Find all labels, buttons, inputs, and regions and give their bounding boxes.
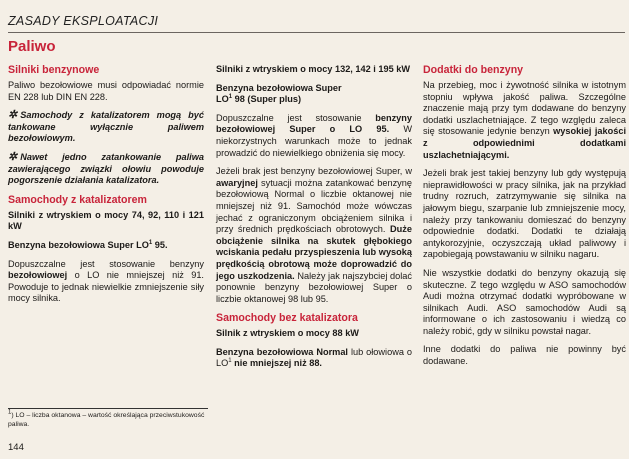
page-number: 144: [8, 442, 24, 453]
column-right: [423, 64, 626, 375]
heading-additives: Dodatki do benzyny: [423, 64, 524, 76]
paragraph-effective: Nie wszystkie dodatki do benzyny okazują się skuteczne. Z tego względu w ASO samochodów Audi można otrzymać dodatki wypróbowane w silnikach Audi. ASO samochodów Audi są informowane o ich zastosowaniu i wiedzą co należy robić, gdy w silniku powstał nagar.: [423, 267, 626, 336]
footnote: $^1$) LO – liczba oktanowa – wartość określająca przeciwstukowość paliwa.: [8, 408, 208, 429]
fuel-spec: Benzyna bezołowiowa Super $LO^1$ 95.: [8, 239, 168, 250]
paragraph-emergency: Jeżeli brak jest benzyny bezołowiowej Super, w awaryjnej sytuacji można zatankować benzynę bezołowiową Normal o liczbie oktanowej nie mniejszej niż 91. Samochód może wówczas jechać z ograniczonym obciążeniem silnika i przy średnich prędkościach obrotowych. Duże obciążenie silnika na skutek głębokiego wciskania pedału przyspieszenia lub wysoką prędkością obrotową może doprowadzić do jego uszkodzenia. Należy jak najszybciej dolać ponownie benzyny bezołowiowej Super o liczbie oktanowej 98 lub 95.: [216, 166, 412, 304]
engine-spec-2: Silniki z wtryskiem o mocy 132, 142 i 195 kW: [216, 64, 411, 74]
engine-spec-3: Silnik z wtryskiem o mocy 88 kW: [216, 328, 359, 339]
paragraph-other: Inne dodatki do paliwa nie powinny być dodawane.: [423, 344, 626, 367]
column-middle: [216, 64, 412, 377]
warning-icon: ✲: [8, 109, 18, 122]
section-title: Paliwo: [8, 38, 56, 55]
engine-spec: Silniki z wtryskiem o mocy 74, 92, 110 i 121 kW: [8, 209, 204, 232]
warning-catalyst: ✲ Samochody z katalizatorem mogą być tankowane wyłącznie paliwem bezołowiowym.: [8, 109, 204, 144]
header-title: ZASADY EKSPLOATACJI: [8, 14, 159, 28]
heading-without-catalyst: Samochody bez katalizatora: [216, 312, 358, 325]
fuel-spec-3: Benzyna bezołowiowa Normal lub ołowiowa o $LO^1$ nie mniejszej niż 88.: [216, 346, 412, 369]
heading-with-catalyst: Samochody z katalizatorem: [8, 193, 147, 206]
paragraph-allowed: Dopuszczalne jest stosowanie benzyny bezołowiowej o LO nie mniejszej niż 91. Powoduje to jednak niewielkie zmniejszenie siły mocy silnika.: [8, 258, 204, 304]
fuel-spec-2: Benzyna bezołowiowa Super $LO^1$ 98 (Super plus): [216, 82, 342, 105]
heading-petrol-engines: Silniki benzynowe: [8, 64, 100, 76]
warning-lead: ✲ Nawet jedno zatankowanie paliwa zawierającego związki ołowiu powoduje pogorszenie działania katalizatora.: [8, 150, 204, 186]
page-header: [8, 6, 625, 33]
paragraph-allowed-2: Dopuszczalne jest stosowanie benzyny bezołowiowej Super o LO 95. W niekorzystnych warunkach może to jednak prowadzić do niewielkiego obniżenia się mocy.: [216, 112, 412, 158]
paragraph-norm: Paliwo bezołowiowe musi odpowiadać normie EN 228 lub DIN EN 228.: [8, 80, 204, 102]
column-left: [8, 64, 204, 312]
paragraph-lack: Jeżeli brak jest takiej benzyny lub gdy występują nieprawidłowości w pracy silnika, jak na przykład trudny rozruch, zatrzymywanie się silnika na jałowym biegu, szarpanie lub zmniejszenie mocy, należy przy tankowaniu domieszać do benzyny odpowiednie dodatki. Dodatki te działają antykorozyjnie, oczyszczają układ paliwowy i zapobiegają powstawaniu w silniku nagaru.: [423, 168, 626, 260]
warning-icon: ✲: [8, 150, 18, 163]
paragraph-quality: Na przebieg, moc i żywotność silnika w istotnym stopniu wpływa jakość paliwa. Szczególne znaczenie mają przy tym dodawane do benzyny dodatki uszlachetniające. Z tego względu zaleca się stosowanie jedynie benzyn wysokiej jakości z odpowiednimi dodatkami uszlachetniającymi.: [423, 80, 626, 160]
